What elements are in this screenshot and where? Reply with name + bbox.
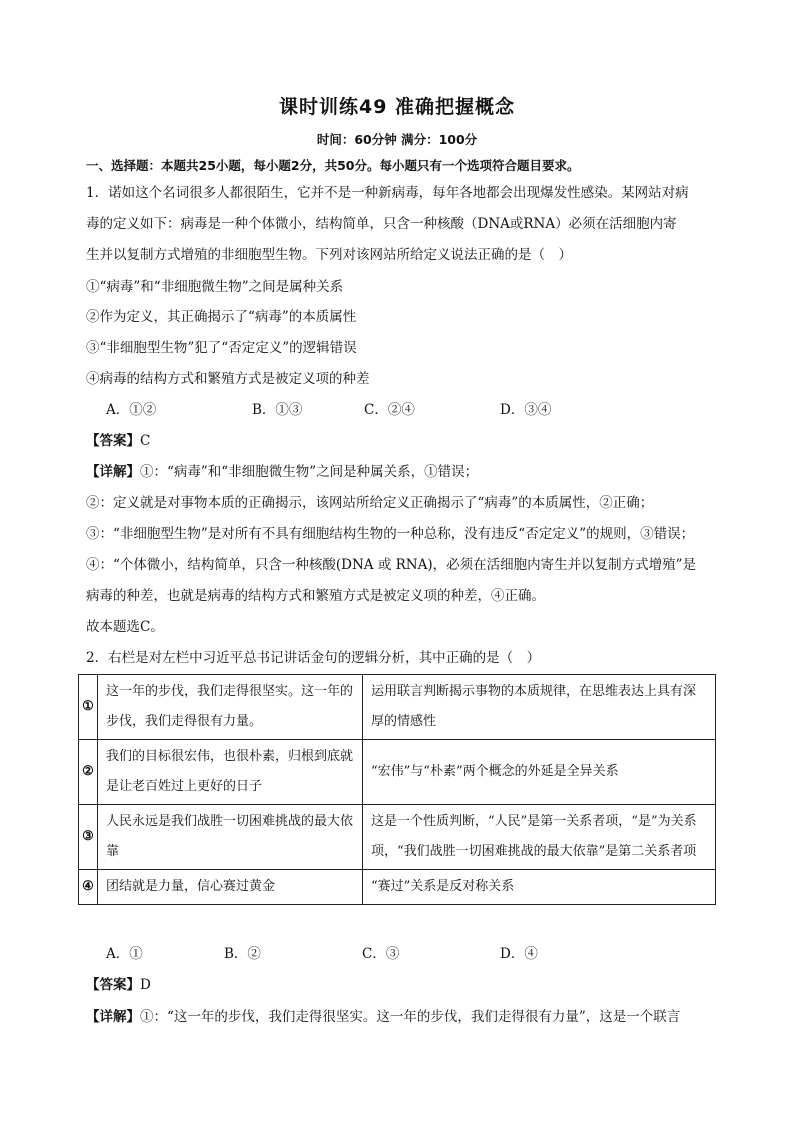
- quote-cell: 这一年的步伐，我们走得很坚实。这一年的步伐，我们走得很有力量。: [98, 675, 363, 740]
- q2-answer: [86, 975, 716, 995]
- q1-detail-line: ③：“非细胞型生物”是对所有不具有细胞结构生物的一种总称，没有违反“否定定义”的规则，③错误；: [86, 526, 695, 542]
- table-row: [79, 740, 716, 805]
- time-score-info: 时间：60分钟 满分：100分: [316, 132, 478, 147]
- q1-detail-line: [86, 462, 716, 482]
- answer-tag: 【答案】: [86, 433, 140, 449]
- answer-value: C: [140, 433, 151, 449]
- detail-text: ①：“这一年的步伐，我们走得很坚实。这一年的步伐，我们走得很有力量”，这是一个联言: [140, 1009, 681, 1025]
- q1-answer: [86, 431, 716, 451]
- table-row: [79, 805, 716, 870]
- q1-stem-line: 生并以复制方式增殖的非细胞型生物。下列对该网站所给定义说法正确的是（ ）: [86, 247, 572, 263]
- section-heading: 一、选择题：本题共25小题，每小题2分，共50分。每小题只有一个选项符合题目要求。: [86, 158, 580, 173]
- q1-statement: ④病毒的结构方式和繁殖方式是被定义项的种差: [86, 371, 370, 387]
- q1-stem-line: 毒的定义如下：病毒是一种个体微小，结构简单，只含一种核酸（DNA或RNA）必须在活细胞内寄: [86, 216, 677, 232]
- q1-statement: ③“非细胞型生物”犯了“否定定义”的逻辑错误: [86, 340, 357, 356]
- analysis-cell: “赛过”关系是反对称关系: [363, 870, 716, 905]
- q2-analysis-table: [78, 674, 716, 905]
- q2-option-d: D．④: [500, 946, 538, 962]
- row-number: ①: [79, 675, 98, 740]
- row-number: ③: [79, 805, 98, 870]
- analysis-cell: 这是一个性质判断，“人民”是第一关系者项，“是”为关系项，“我们战胜一切困难挑战的最大依靠”是第二关系者项: [363, 805, 716, 870]
- q1-detail-line: ④：“个体微小，结构简单，只含一种核酸(DNA 或 RNA)，必须在活细胞内寄生并以复制方式增殖”是: [86, 557, 697, 573]
- q1-option-d: D．③④: [500, 402, 552, 418]
- q1-option-b: B．①③: [252, 402, 303, 418]
- table-row: [79, 675, 716, 740]
- table-row: [79, 870, 716, 905]
- row-number: ④: [79, 870, 98, 905]
- q1-statement: ①“病毒”和“非细胞微生物”之间是属种关系: [86, 279, 344, 295]
- q1-detail-line: ②：定义就是对事物本质的正确揭示，该网站所给定义正确揭示了“病毒”的本质属性，②正确；: [86, 495, 654, 511]
- quote-cell: 团结就是力量，信心赛过黄金: [98, 870, 363, 905]
- q2-detail-line: [86, 1007, 716, 1027]
- q2-option-c: C．③: [362, 946, 400, 962]
- quote-cell: 我们的目标很宏伟，也很朴素，归根到底就是让老百姓过上更好的日子: [98, 740, 363, 805]
- row-number: ②: [79, 740, 98, 805]
- detail-tag: 【详解】: [86, 1009, 140, 1025]
- q1-option-a: A．①②: [106, 402, 157, 418]
- q1-detail-line: 故本题选C。: [86, 619, 164, 635]
- q2-option-b: B．②: [224, 946, 261, 962]
- q1-stem-line: 1．诺如这个名词很多人都很陌生，它并不是一种新病毒，每年各地都会出现爆发性感染。某网站对病: [86, 185, 689, 201]
- analysis-cell: “宏伟”与“朴素”两个概念的外延是全异关系: [363, 740, 716, 805]
- q1-statement: ②作为定义，其正确揭示了“病毒”的本质属性: [86, 309, 357, 325]
- answer-tag: 【答案】: [86, 977, 140, 993]
- quote-cell: 人民永远是我们战胜一切困难挑战的最大依靠: [98, 805, 363, 870]
- page-title: 课时训练49 准确把握概念: [278, 96, 516, 118]
- detail-text: ①：“病毒”和“非细胞微生物”之间是种属关系，①错误；: [140, 464, 479, 480]
- q1-detail-line: 病毒的种差，也就是病毒的结构方式和繁殖方式是被定义项的种差，④正确。: [86, 588, 545, 604]
- q2-option-a: A．①: [106, 946, 143, 962]
- detail-tag: 【详解】: [86, 464, 140, 480]
- analysis-cell: 运用联言判断揭示事物的本质规律，在思维表达上具有深厚的情感性: [363, 675, 716, 740]
- q1-option-c: C．②④: [364, 402, 415, 418]
- q2-stem: 2．右栏是对左栏中习近平总书记讲话金句的逻辑分析，其中正确的是（ ）: [86, 650, 541, 666]
- answer-value: D: [140, 977, 151, 993]
